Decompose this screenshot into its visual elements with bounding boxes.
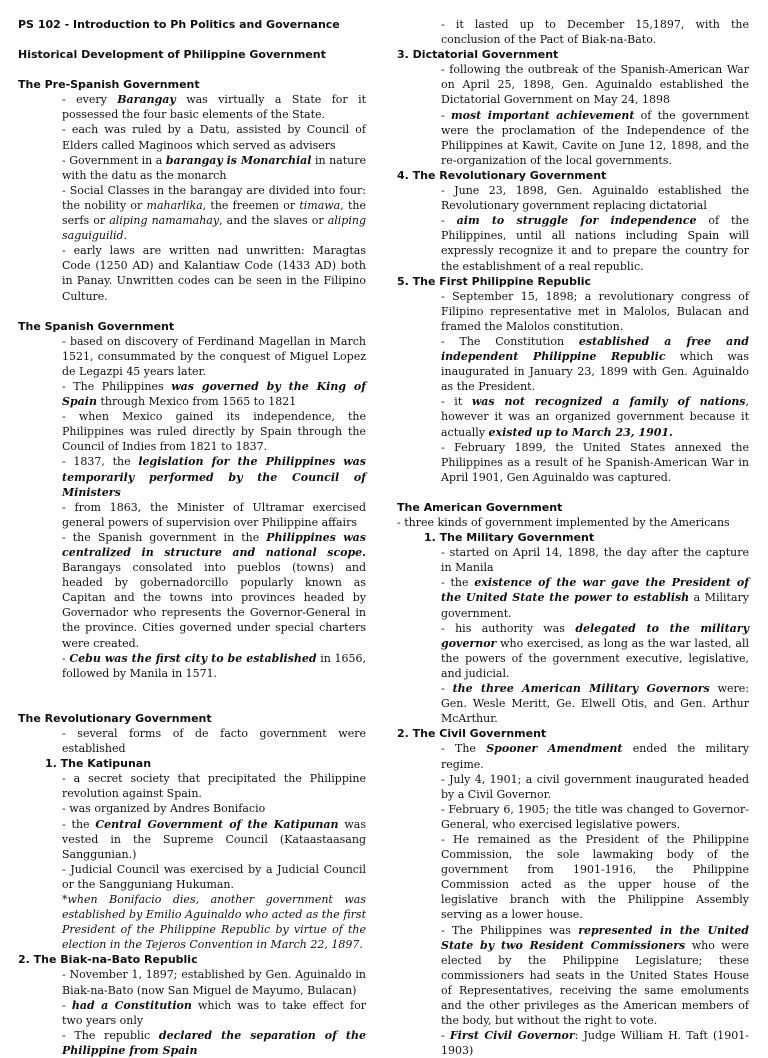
pre-spanish-p4: - Social Classes in the barangay are divided into four: the nobility or maharlika, the freemen or timawa, the serfs or aliping namamahay, and the slaves or aliping saguiguilid. — [62, 183, 366, 243]
military-heading: 1. The Military Government — [424, 531, 595, 545]
pre-spanish-p1: - every Barangay was virtually a State for it possessed the four basic elements of the State. — [62, 93, 367, 122]
american-heading: The American Government — [397, 500, 563, 514]
course-title: PS 102 - Introduction to Ph Politics and Governance — [18, 18, 340, 31]
biak-p2: - had a Constitution which was to take effect for two years only — [62, 998, 366, 1027]
first-republic-heading: 5. The First Philippine Republic — [397, 274, 592, 288]
katipunan-p5: *when Bonifacio dies, another government was established by Emilio Aguinaldo who acted as the first President of the Philippine Republic by virtue of the election in the Tejeros Convention in March 22, 1897. — [62, 892, 366, 952]
revolutionary-heading: The Revolutionary Government — [18, 711, 212, 725]
military-p2: - the existence of the war gave the President of the United State the power to establish a Military government. — [441, 576, 750, 620]
document-title: Historical Development of Philippine Government — [18, 48, 326, 62]
civil-p4: - He remained as the President of the Philippine Commission, the sole lawmaking body of the government from 1901-1916, the Philippine Commission acted as the upper house of the legislative branch with the Philippine Assembly serving as a lower house. — [441, 832, 749, 922]
pre-spanish-p2: - each was ruled by a Datu, assisted by Council of Elders called Maginoos which served as advisers — [62, 123, 366, 152]
dictatorial-p1: - following the outbreak of the Spanish-American War on April 25, 1898, Gen. Aguinaldo established the Dictatorial Government on May 24, 1898 — [441, 63, 749, 107]
civil-heading: 2. The Civil Government — [397, 727, 547, 741]
pre-spanish-p3: - Government in a barangay is Monarchial in nature with the datu as the monarch — [62, 153, 366, 182]
katipunan-p1: - a secret society that precipitated the Philippine revolution against Spain. — [62, 772, 366, 801]
civil-p2: - July 4, 1901; a civil government inaugurated headed by a Civil Governor. — [441, 772, 749, 801]
pre-spanish-p5: - early laws are written nad unwritten: Maragtas Code (1250 AD) and Kalantiaw Code (1433 AD) both in Panay. Unwritten codes can be seen in the Filipino Culture. — [62, 244, 366, 303]
katipunan-p3: - the Central Government of the Katipunan was vested in the Supreme Council (Kataastaasang Sanggunian.) — [62, 817, 366, 861]
dictatorial-p2: - most important achievement of the government were the proclamation of the Independence of the Philippines at Kawit, Cavite on June 12, 1898, and the re-organization of the local governments. — [441, 108, 750, 167]
revgov-p1: - June 23, 1898, Gen. Aguinaldo established the Revolutionary government replacing dictatorial — [441, 184, 749, 213]
first-republic-p4: - February 1899, the United States annexed the Philippines as a result of he Spanish-American War in April 1901, Gen Aguinaldo was captured. — [441, 440, 749, 484]
spanish-p7: - Cebu was the first city to be established in 1656, followed by Manila in 1571. — [62, 651, 366, 680]
katipunan-p2: - was organized by Andres Bonifacio — [62, 802, 266, 816]
pre-spanish-heading: The Pre-Spanish Government — [18, 78, 200, 92]
first-republic-p3: - it was not recognized a family of nations, however it was an organized government because it actually existed up to March 23, 1901. — [441, 395, 750, 439]
right-column — [397, 17, 749, 1058]
biak-p3: - The republic declared the separation of the Philippine from Spain — [62, 1028, 366, 1057]
dictatorial-heading: 3. Dictatorial Government — [397, 48, 559, 62]
spanish-p4: - 1837, the legislation for the Philippines was temporarily performed by the Council of Ministers — [62, 455, 366, 499]
spanish-p1: - based on discovery of Ferdinand Magellan in March 1521, consummated by the conquest of Miguel Lopez de Legazpi 45 years later. — [62, 334, 366, 378]
revolutionary-intro: - several forms of de facto government were established — [62, 726, 366, 756]
revgov-p2: - aim to struggle for independence of the Philippines, until all nations including Spain will expressly recognize it and to prepare the country for the establishment of a real republic. — [441, 214, 749, 273]
civil-p5: - The Philippines was represented in the United State by two Resident Commissioners who were elected by the Philippine Legislature; these commissioners had seats in the United States House of Representatives, receiving the same emoluments and the other privileges as the American members of the body, but without the right to vote. — [441, 923, 749, 1028]
spanish-p6: - the Spanish government in the Philippines was centralized in structure and national scope. Barangays consolated into pueblos (towns) and headed by gobernadorcillo popularly known as Capitan and the towns into provinces headed by Governador who represents the Governor-General in the province. Cities governed under special charters were created. — [62, 530, 366, 650]
biak-heading: 2. The Biak-na-Bato Republic — [18, 953, 198, 967]
biak-p4: - it lasted up to December 15,1897, with the conclusion of the Pact of Biak-na-Bato. — [441, 18, 749, 47]
military-p1: - started on April 14, 1898, the day after the capture in Manila — [441, 546, 749, 575]
civil-p1: - The Spooner Amendment ended the military regime. — [441, 742, 749, 771]
civil-p3: - February 6, 1905; the title was changed to Governor-General, who exercised legislative powers. — [441, 802, 749, 831]
revgov-heading: 4. The Revolutionary Government — [397, 168, 607, 182]
katipunan-heading: 1. The Katipunan — [45, 757, 152, 771]
spanish-p5: - from 1863, the Minister of Ultramar exercised general powers of supervision over Philippine affairs — [62, 500, 366, 529]
spanish-heading: The Spanish Government — [18, 319, 175, 333]
left-column — [18, 17, 366, 1058]
biak-p1: - November 1, 1897; established by Gen. Aguinaldo in Biak-na-Bato (now San Miguel de Mayumo, Bulacan) — [62, 968, 366, 997]
civil-p6: - First Civil Governor: Judge William H. Taft (1901-1903) — [441, 1029, 749, 1058]
spanish-p2: - The Philippines was governed by the King of Spain through Mexico from 1565 to 1821 — [62, 379, 366, 409]
american-intro: - three kinds of government implemented by the Americans — [397, 516, 730, 529]
katipunan-p4: - Judicial Council was exercised by a Judicial Council or the Sangguniang Hukuman. — [62, 862, 366, 891]
first-republic-p1: - September 15, 1898; a revolutionary congress of Filipino representative met in Malolos, Bulacan and framed the Malolos constitution. — [441, 289, 749, 333]
military-p3: - his authority was delegated to the military governor who exercised, as long as the war lasted, all the powers of the government executive, legislative, and judicial. — [441, 621, 749, 680]
spanish-p3: - when Mexico gained its independence, the Philippines was ruled directly by Spain through the Council of Indies from 1821 to 1837. — [62, 410, 366, 454]
first-republic-p2: - The Constitution established a free and independent Philippine Republic which was inaugurated in January 23, 1899 with Gen. Aguinaldo as the President. — [441, 334, 750, 394]
military-p4: - the three American Military Governors were: Gen. Wesle Meritt, Ge. Elwell Otis, and Gen. Arthur McArthur. — [441, 682, 749, 726]
